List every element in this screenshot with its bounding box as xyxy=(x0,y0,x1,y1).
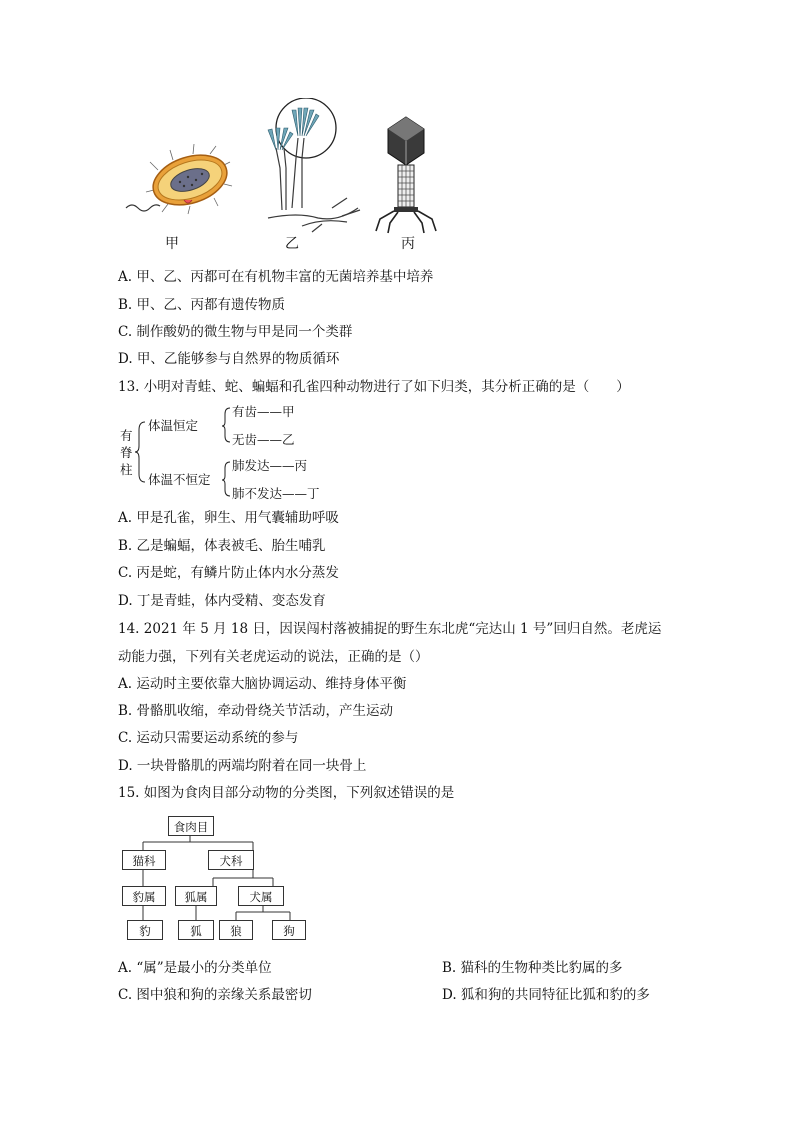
key-leaf-4: 肺不发达——丁 xyxy=(232,486,320,501)
key-branch-ectothermic: 体温不恒定 xyxy=(148,472,211,487)
key-leaf-3: 肺发达——丙 xyxy=(232,458,308,473)
tree-node-leopard: 豹 xyxy=(127,920,163,940)
q12-option-d: D. 甲、乙能够参与自然界的物质循环 xyxy=(118,351,340,367)
q13-option-c: C. 丙是蛇，有鳞片防止体内水分蒸发 xyxy=(118,565,339,581)
tree-node-felidae: 猫科 xyxy=(122,850,166,870)
key-root-2: 脊 xyxy=(120,445,133,460)
key-root-3: 柱 xyxy=(120,462,133,477)
tree-node-vulpes: 狐属 xyxy=(175,886,217,906)
q12-option-b: B. 甲、乙、丙都有遗传物质 xyxy=(118,297,286,313)
q13-stem: 13. 小明对青蛙、蛇、蝙蝠和孔雀四种动物进行了如下归类，其分析正确的是（ ） xyxy=(118,379,630,395)
q14-stem-line2: 动能力强，下列有关老虎运动的说法，正确的是（） xyxy=(118,649,429,665)
q13-option-a: A. 甲是孔雀，卵生、用气囊辅助呼吸 xyxy=(118,510,339,526)
q12-option-c: C. 制作酸奶的微生物与甲是同一个类群 xyxy=(118,324,353,340)
q12-option-a: A. 甲、乙、丙都可在有机物丰富的无菌培养基中培养 xyxy=(118,269,434,285)
q14-option-d: D. 一块骨骼肌的两端均附着在同一块骨上 xyxy=(118,758,367,774)
q15-option-a: A. “属”是最小的分类单位 xyxy=(118,960,272,976)
q14-option-c: C. 运动只需要运动系统的参与 xyxy=(118,730,299,746)
tree-node-dog: 狗 xyxy=(272,920,306,940)
tree-node-canidae: 犬科 xyxy=(208,850,254,870)
tree-node-order: 食肉目 xyxy=(168,816,214,836)
key-root-1: 有 xyxy=(120,428,133,443)
q15-option-b: B. 猫科的生物种类比豹属的多 xyxy=(442,960,623,976)
mold-illustration xyxy=(262,98,372,238)
tree-node-canis: 犬属 xyxy=(238,886,284,906)
figure-label-jia: 甲 xyxy=(165,236,179,252)
q15-option-d: D. 狐和狗的共同特征比狐和豹的多 xyxy=(442,987,650,1003)
key-branch-endothermic: 体温恒定 xyxy=(148,418,199,433)
figure-label-bing: 丙 xyxy=(401,236,415,252)
q15-stem: 15. 如图为食肉目部分动物的分类图，下列叙述错误的是 xyxy=(118,785,455,801)
figure-label-yi: 乙 xyxy=(285,236,299,252)
tree-node-fox: 狐 xyxy=(178,920,214,940)
key-leaf-2: 无齿——乙 xyxy=(232,432,295,447)
bacterium-illustration xyxy=(118,140,238,220)
q13-option-b: B. 乙是蝙蝠，体表被毛、胎生哺乳 xyxy=(118,538,326,554)
q15-option-c: C. 图中狼和狗的亲缘关系最密切 xyxy=(118,987,312,1003)
bacteriophage-illustration xyxy=(372,115,442,235)
q14-option-b: B. 骨骼肌收缩，牵动骨绕关节活动，产生运动 xyxy=(118,703,394,719)
tree-node-wolf: 狼 xyxy=(219,920,253,940)
q14-stem-line1: 14. 2021 年 5 月 18 日，因误闯村落被捕捉的野生东北虎“完达山 1 号”回归自然。老虎运 xyxy=(118,621,662,637)
key-leaf-1: 有齿——甲 xyxy=(232,404,295,419)
q13-option-d: D. 丁是青蛙，体内受精、变态发育 xyxy=(118,593,326,609)
q14-option-a: A. 运动时主要依靠大脑协调运动、维持身体平衡 xyxy=(118,676,407,692)
tree-node-panthera: 豹属 xyxy=(122,886,166,906)
